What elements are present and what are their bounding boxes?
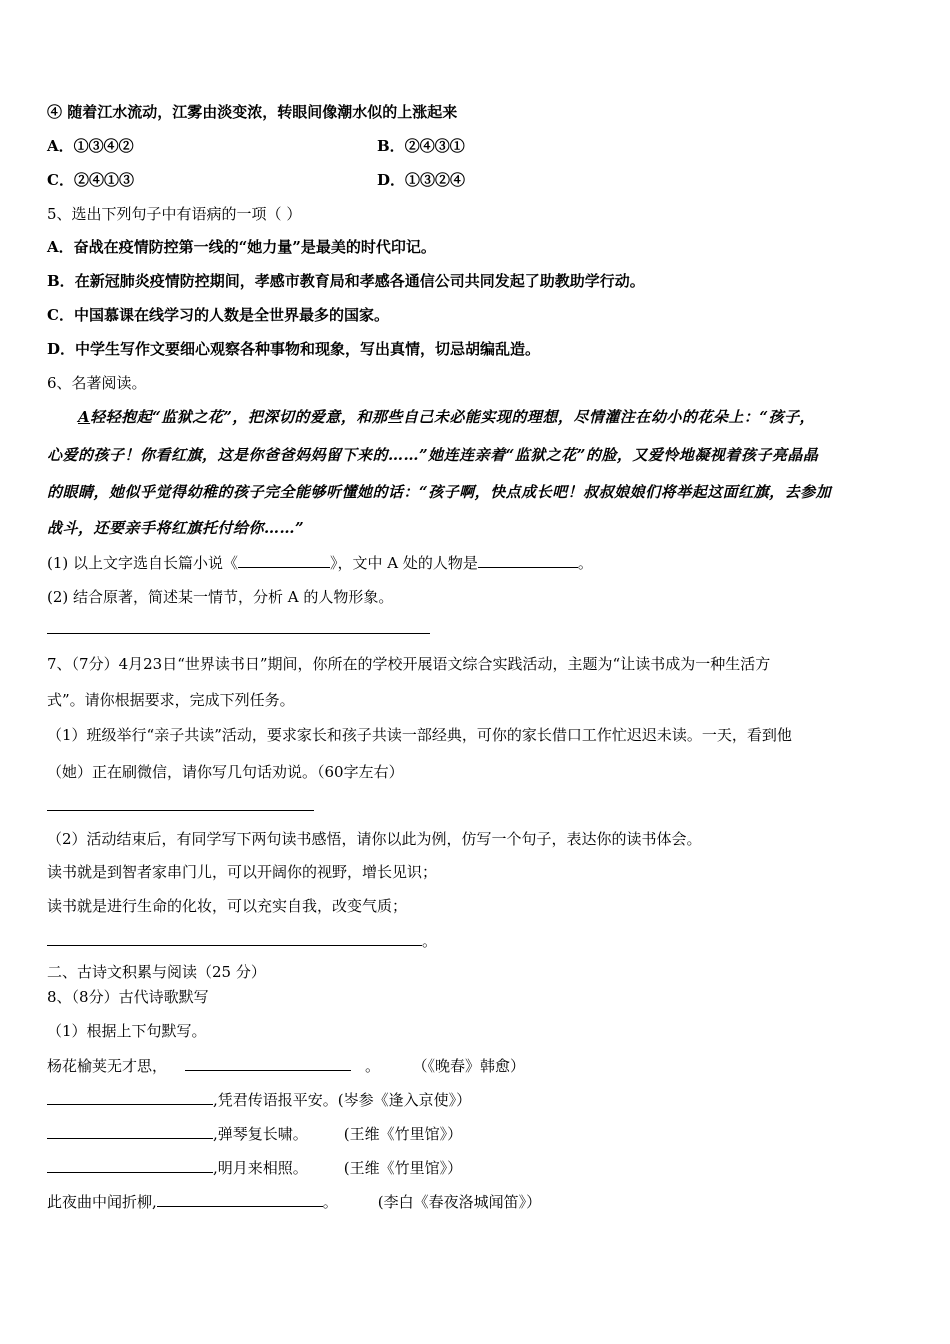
q7-sub2-answer-blank[interactable]: [47, 930, 422, 946]
poem-line-2: [47, 1089, 471, 1110]
q8-sub1: （1）根据上下句默写。: [47, 1022, 207, 1040]
poem-blank-3[interactable]: [47, 1123, 213, 1139]
option-key: D．: [47, 340, 76, 358]
option-text: 在新冠肺炎疫情防控期间，孝感市教育局和孝感各通信公司共同发起了助教助学行动。: [74, 272, 645, 290]
option-text: 中学生写作文要细心观察各种事物和现象，写出真情，切忌胡编乱造。: [75, 340, 541, 358]
option-key: C．: [47, 306, 74, 324]
novel-title-blank[interactable]: [238, 552, 330, 568]
q6-sub1: [47, 552, 593, 573]
q7-stem-line-2: 式”。请你根据要求，完成下列任务。: [47, 691, 295, 709]
q6-stem: 6、名著阅读。: [47, 374, 147, 392]
q5-option-d[interactable]: [47, 339, 540, 359]
poem-blank-5[interactable]: [157, 1191, 323, 1207]
option-key: B．: [377, 137, 405, 155]
poem-line-4: [47, 1157, 462, 1178]
option-text: ①③④②: [73, 137, 134, 155]
q5-stem: 5、选出下列句子中有语病的一项（ ）: [47, 205, 302, 223]
poem-source: (李白《春夜洛城闻笛》）: [377, 1193, 542, 1211]
q8-stem: 8、（8分）古代诗歌默写: [47, 988, 209, 1006]
option-key: C．: [47, 171, 74, 189]
q6-passage-line-3: 的眼睛，她似乎觉得幼稚的孩子完全能够听懂她的话：“孩子啊，快点成长吧！叔叔娘娘们将举起这面红旗，去参加: [47, 483, 832, 501]
option-text: 中国慕课在线学习的人数是全世界最多的国家。: [73, 306, 389, 324]
q6-sub2: (2) 结合原著，简述某一情节，分析 A 的人物形象。: [47, 588, 394, 606]
q7-sub1-answer-line[interactable]: [47, 810, 314, 811]
poem-text: ,弹琴复长啸。: [213, 1125, 308, 1143]
passage-marker: A: [78, 408, 91, 426]
passage-text: 轻轻抱起“监狱之花”，把深切的爱意，和那些自己未必能实现的理想，尽情灌注在幼小的花朵上：“孩子，: [90, 408, 816, 426]
poem-end: 。: [322, 1193, 338, 1211]
q5-option-c[interactable]: [47, 305, 389, 325]
q4-item4: ④ 随着江水流动，江雾由淡变浓，转眼间像潮水似的上涨起来: [47, 103, 458, 121]
q6-passage-line-1: [78, 407, 815, 427]
q7-sub2-answer: [47, 930, 437, 951]
sub1-end: 。: [577, 554, 593, 572]
poem-text: ,凭君传语报平安。(岑参《逢入京使》）: [213, 1091, 472, 1109]
option-key: D．: [377, 171, 406, 189]
sub1-middle: 》，文中 A 处的人物是: [330, 554, 478, 572]
poem-prefix: 杨花榆荚无才思，: [47, 1057, 168, 1075]
q7-example-2: 读书就是进行生命的化妆，可以充实自我，改变气质；: [47, 897, 408, 915]
poem-source: （《晚春》韩愈）: [420, 1057, 526, 1075]
poem-prefix: 此夜曲中闻折柳,: [47, 1193, 157, 1211]
poem-line-3: [47, 1123, 462, 1144]
q5-option-b[interactable]: [47, 271, 645, 291]
poem-blank-2[interactable]: [47, 1089, 213, 1105]
end-mark: 。: [422, 932, 438, 950]
q7-sub2: （2）活动结束后，有同学写下两句读书感悟，请你以此为例，仿写一个句子，表达你的读书体会。: [47, 830, 702, 848]
option-key: B．: [47, 272, 75, 290]
section-heading: 二、古诗文积累与阅读（25 分）: [47, 963, 266, 981]
character-blank[interactable]: [478, 552, 578, 568]
q7-sub1-line-2: （她）正在刷微信，请你写几句话劝说。（60字左右）: [47, 763, 404, 781]
option-text: ①③②④: [405, 171, 466, 189]
option-text: ②④①③: [73, 171, 134, 189]
option-key: A．: [47, 137, 74, 155]
q6-answer-line[interactable]: [47, 633, 430, 634]
option-text: 奋战在疫情防控第一线的“她力量”是最美的时代印记。: [73, 238, 436, 256]
poem-line-5: [47, 1191, 541, 1212]
poem-line-1: [47, 1055, 525, 1076]
option-key: A．: [47, 238, 74, 256]
option-text: ②④③①: [404, 137, 465, 155]
q5-option-a[interactable]: [47, 237, 436, 257]
q4-option-d[interactable]: [377, 170, 465, 190]
q7-stem-line-1: 7、（7分）4月23日“世界读书日”期间，你所在的学校开展语文综合实践活动，主题为“让读书成为一种生活方: [47, 655, 771, 673]
q4-option-a[interactable]: [47, 136, 134, 156]
q7-sub1-line-1: （1）班级举行“亲子共读”活动，要求家长和孩子共读一部经典，可你的家长借口工作忙迟迟未读。一天，看到他: [47, 726, 792, 744]
poem-source: (王维《竹里馆》）: [343, 1125, 463, 1143]
poem-text: ,明月来相照。: [213, 1159, 308, 1177]
poem-end: 。: [365, 1057, 381, 1075]
q4-option-c[interactable]: [47, 170, 134, 190]
poem-blank-1[interactable]: [185, 1055, 351, 1071]
q4-option-b[interactable]: [377, 136, 465, 156]
q7-example-1: 读书就是到智者家串门儿，可以开阔你的视野，增长见识；: [47, 863, 438, 881]
q6-passage-line-2: 心爱的孩子！你看红旗，这是你爸爸妈妈留下来的……”她连连亲着“监狱之花”的脸，又爱怜地凝视着孩子亮晶晶: [47, 446, 819, 464]
sub1-prefix: (1) 以上文字选自长篇小说《: [47, 554, 239, 572]
poem-source: (王维《竹里馆》）: [343, 1159, 463, 1177]
q6-passage-line-4: 战斗，还要亲手将红旗托付给你……”: [47, 519, 305, 537]
poem-blank-4[interactable]: [47, 1157, 213, 1173]
